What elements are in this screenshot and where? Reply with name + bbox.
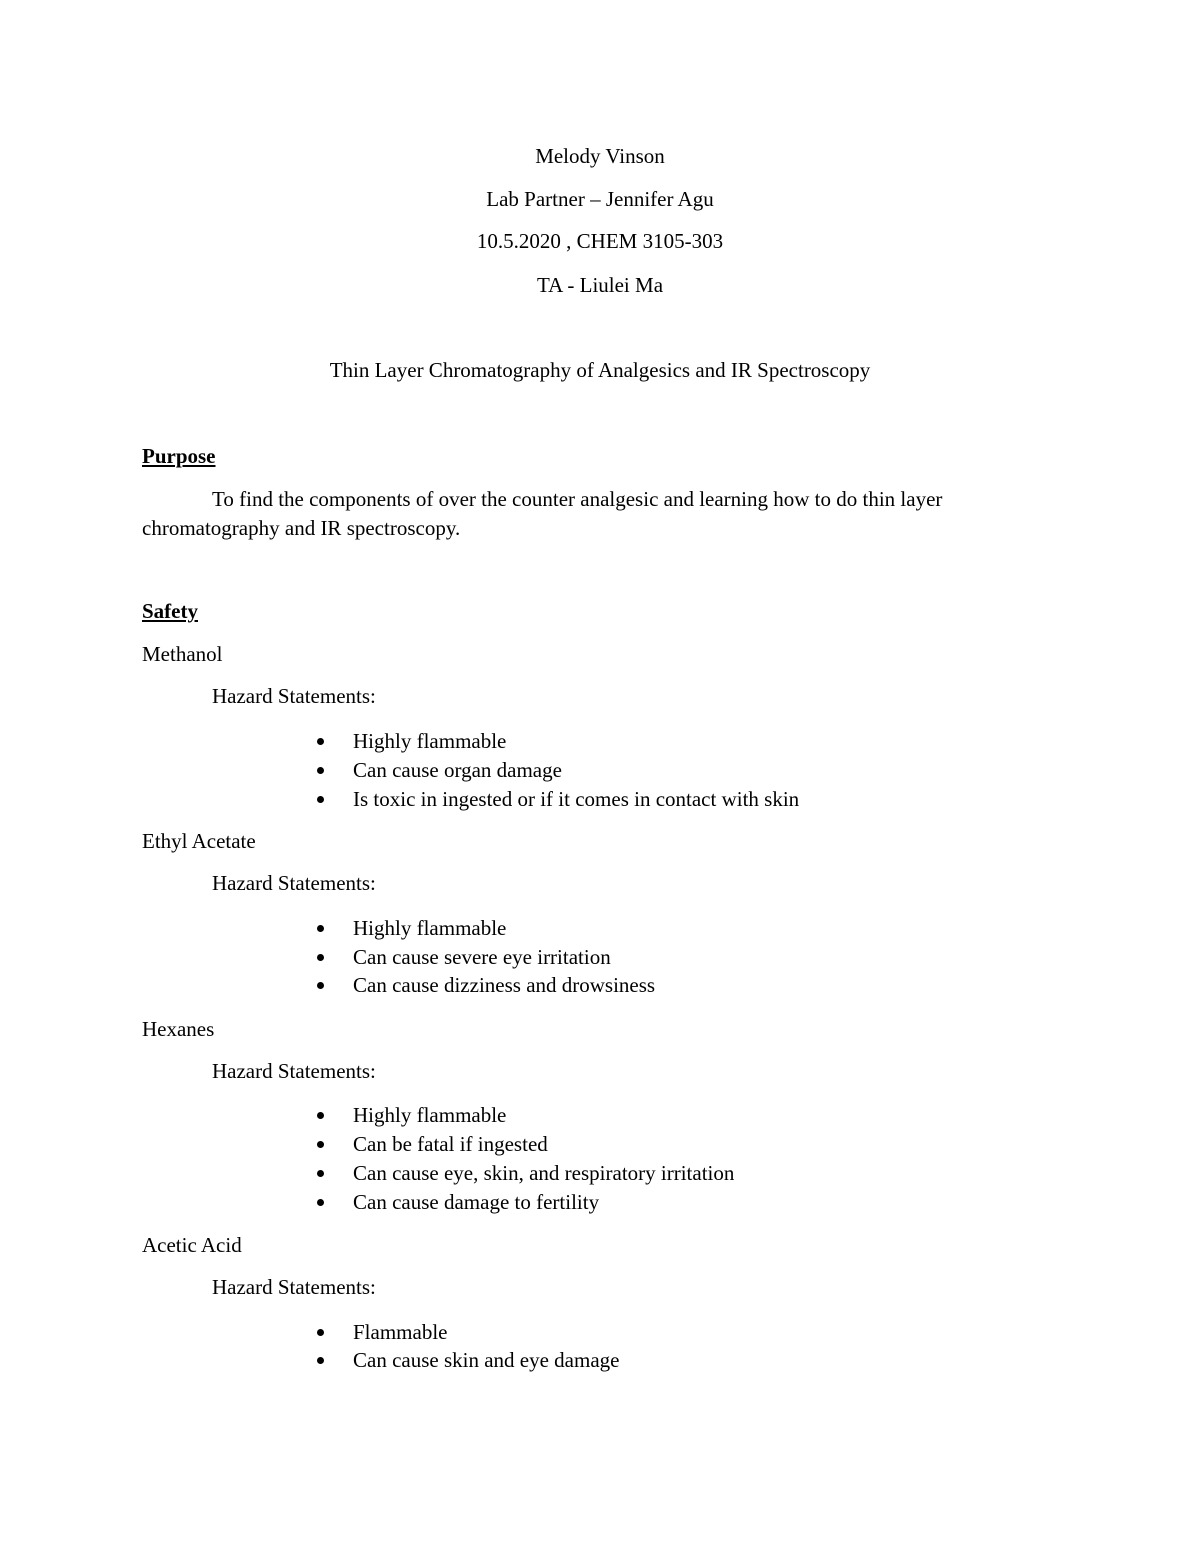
- hazard-label: Hazard Statements:: [212, 684, 376, 708]
- hazard-text: Is toxic in ingested or if it comes in contact with skin: [353, 787, 800, 811]
- document-title: Thin Layer Chromatography of Analgesics and IR Spectroscopy: [329, 358, 871, 382]
- list-item: [0, 1134, 1200, 1160]
- hazard-label: Hazard Statements:: [212, 871, 376, 895]
- list-item: [0, 1105, 1200, 1131]
- chemical-name: Methanol: [142, 642, 223, 666]
- hazard-label: Hazard Statements:: [212, 1275, 376, 1299]
- hazard-text: Highly flammable: [353, 916, 507, 940]
- chemical-name: Acetic Acid: [142, 1233, 242, 1257]
- list-item: [0, 789, 1200, 815]
- purpose-text: To find the components of over the counter analgesic and learning how to do thin layer chromatography and IR spectroscopy.: [142, 487, 943, 540]
- bullet-icon: [317, 1357, 324, 1364]
- list-item: [0, 947, 1200, 973]
- bullet-icon: [317, 796, 324, 803]
- hazard-text: Can cause skin and eye damage: [353, 1348, 620, 1372]
- hazard-text: Can cause eye, skin, and respiratory irritation: [353, 1161, 735, 1185]
- bullet-icon: [317, 1141, 324, 1148]
- bullet-icon: [317, 1329, 324, 1336]
- hazard-text: Can be fatal if ingested: [353, 1132, 548, 1156]
- date-course: 10.5.2020 , CHEM 3105-303: [476, 229, 724, 253]
- list-item: [0, 1192, 1200, 1218]
- hazard-text: Highly flammable: [353, 729, 507, 753]
- chemical-name: Ethyl Acetate: [142, 829, 256, 853]
- bullet-icon: [317, 982, 324, 989]
- hazard-text: Highly flammable: [353, 1103, 507, 1127]
- list-item: [0, 918, 1200, 944]
- list-item: [0, 1350, 1200, 1376]
- hazard-text: Can cause severe eye irritation: [353, 945, 611, 969]
- safety-heading: Safety: [142, 599, 198, 623]
- hazard-text: Can cause dizziness and drowsiness: [353, 973, 656, 997]
- list-item: [0, 1322, 1200, 1348]
- bullet-icon: [317, 1170, 324, 1177]
- hazard-text: Flammable: [353, 1320, 448, 1344]
- bullet-icon: [317, 738, 324, 745]
- list-item: [0, 731, 1200, 757]
- bullet-icon: [317, 1199, 324, 1206]
- list-item: [0, 760, 1200, 786]
- teaching-assistant: TA - Liulei Ma: [536, 273, 664, 297]
- hazard-text: Can cause damage to fertility: [353, 1190, 600, 1214]
- hazard-label: Hazard Statements:: [212, 1059, 376, 1083]
- bullet-icon: [317, 954, 324, 961]
- lab-partner: Lab Partner – Jennifer Agu: [486, 187, 714, 211]
- chemical-name: Hexanes: [142, 1017, 215, 1041]
- bullet-icon: [317, 1112, 324, 1119]
- bullet-icon: [317, 767, 324, 774]
- author-name: Melody Vinson: [535, 144, 665, 168]
- purpose-heading: Purpose: [142, 444, 216, 468]
- hazard-text: Can cause organ damage: [353, 758, 562, 782]
- list-item: [0, 1163, 1200, 1189]
- bullet-icon: [317, 925, 324, 932]
- list-item: [0, 975, 1200, 1001]
